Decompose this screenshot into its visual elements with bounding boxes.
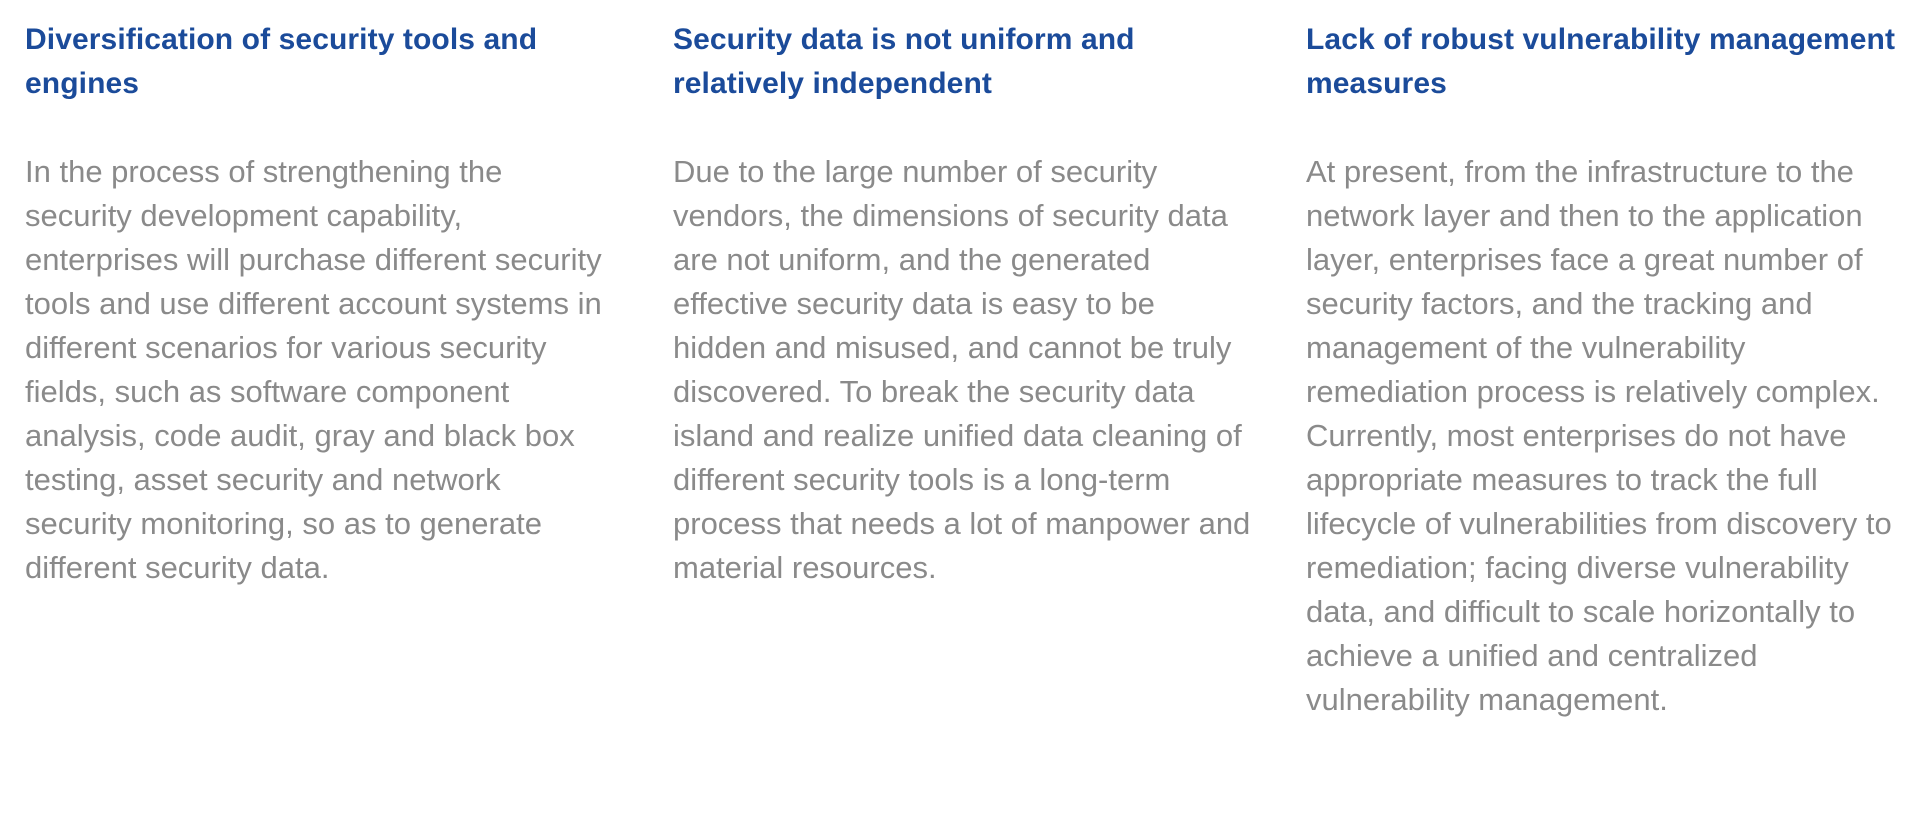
column-tool-diversification [25, 18, 615, 590]
column-data-uniformity [673, 18, 1253, 590]
column-description: Due to the large number of security vendors, the dimensions of security data are not uniform, and the generated effective security data is easy to be hidden and misused, and cannot be truly discovered. To break the security data island and realize unified data cleaning of different security tools is a long-term process that needs a lot of manpower and material resources. [673, 154, 1251, 585]
feature-columns [0, 18, 1912, 818]
column-title: Lack of robust vulnerability management measures [1306, 23, 1896, 100]
column-vulnerability-management [1306, 18, 1896, 722]
column-title: Diversification of security tools and engines [25, 23, 538, 100]
column-title: Security data is not uniform and relatively independent [673, 23, 1135, 100]
column-description: In the process of strengthening the security development capability, enterprises will purchase different security tools and use different account systems in different scenarios for various security fields, such as software component analysis, code audit, gray and black box testing, asset security and network security monitoring, so as to generate different security data. [25, 154, 602, 585]
column-description: At present, from the infrastructure to the network layer and then to the application layer, enterprises face a great number of security factors, and the tracking and management of the vulnerability remediation process is relatively complex. Currently, most enterprises do not have appropriate measures to track the full lifecycle of vulnerabilities from discovery to remediation; facing diverse vulnerability data, and difficult to scale horizontally to achieve a unified and centralized vulnerability management. [1306, 154, 1892, 717]
